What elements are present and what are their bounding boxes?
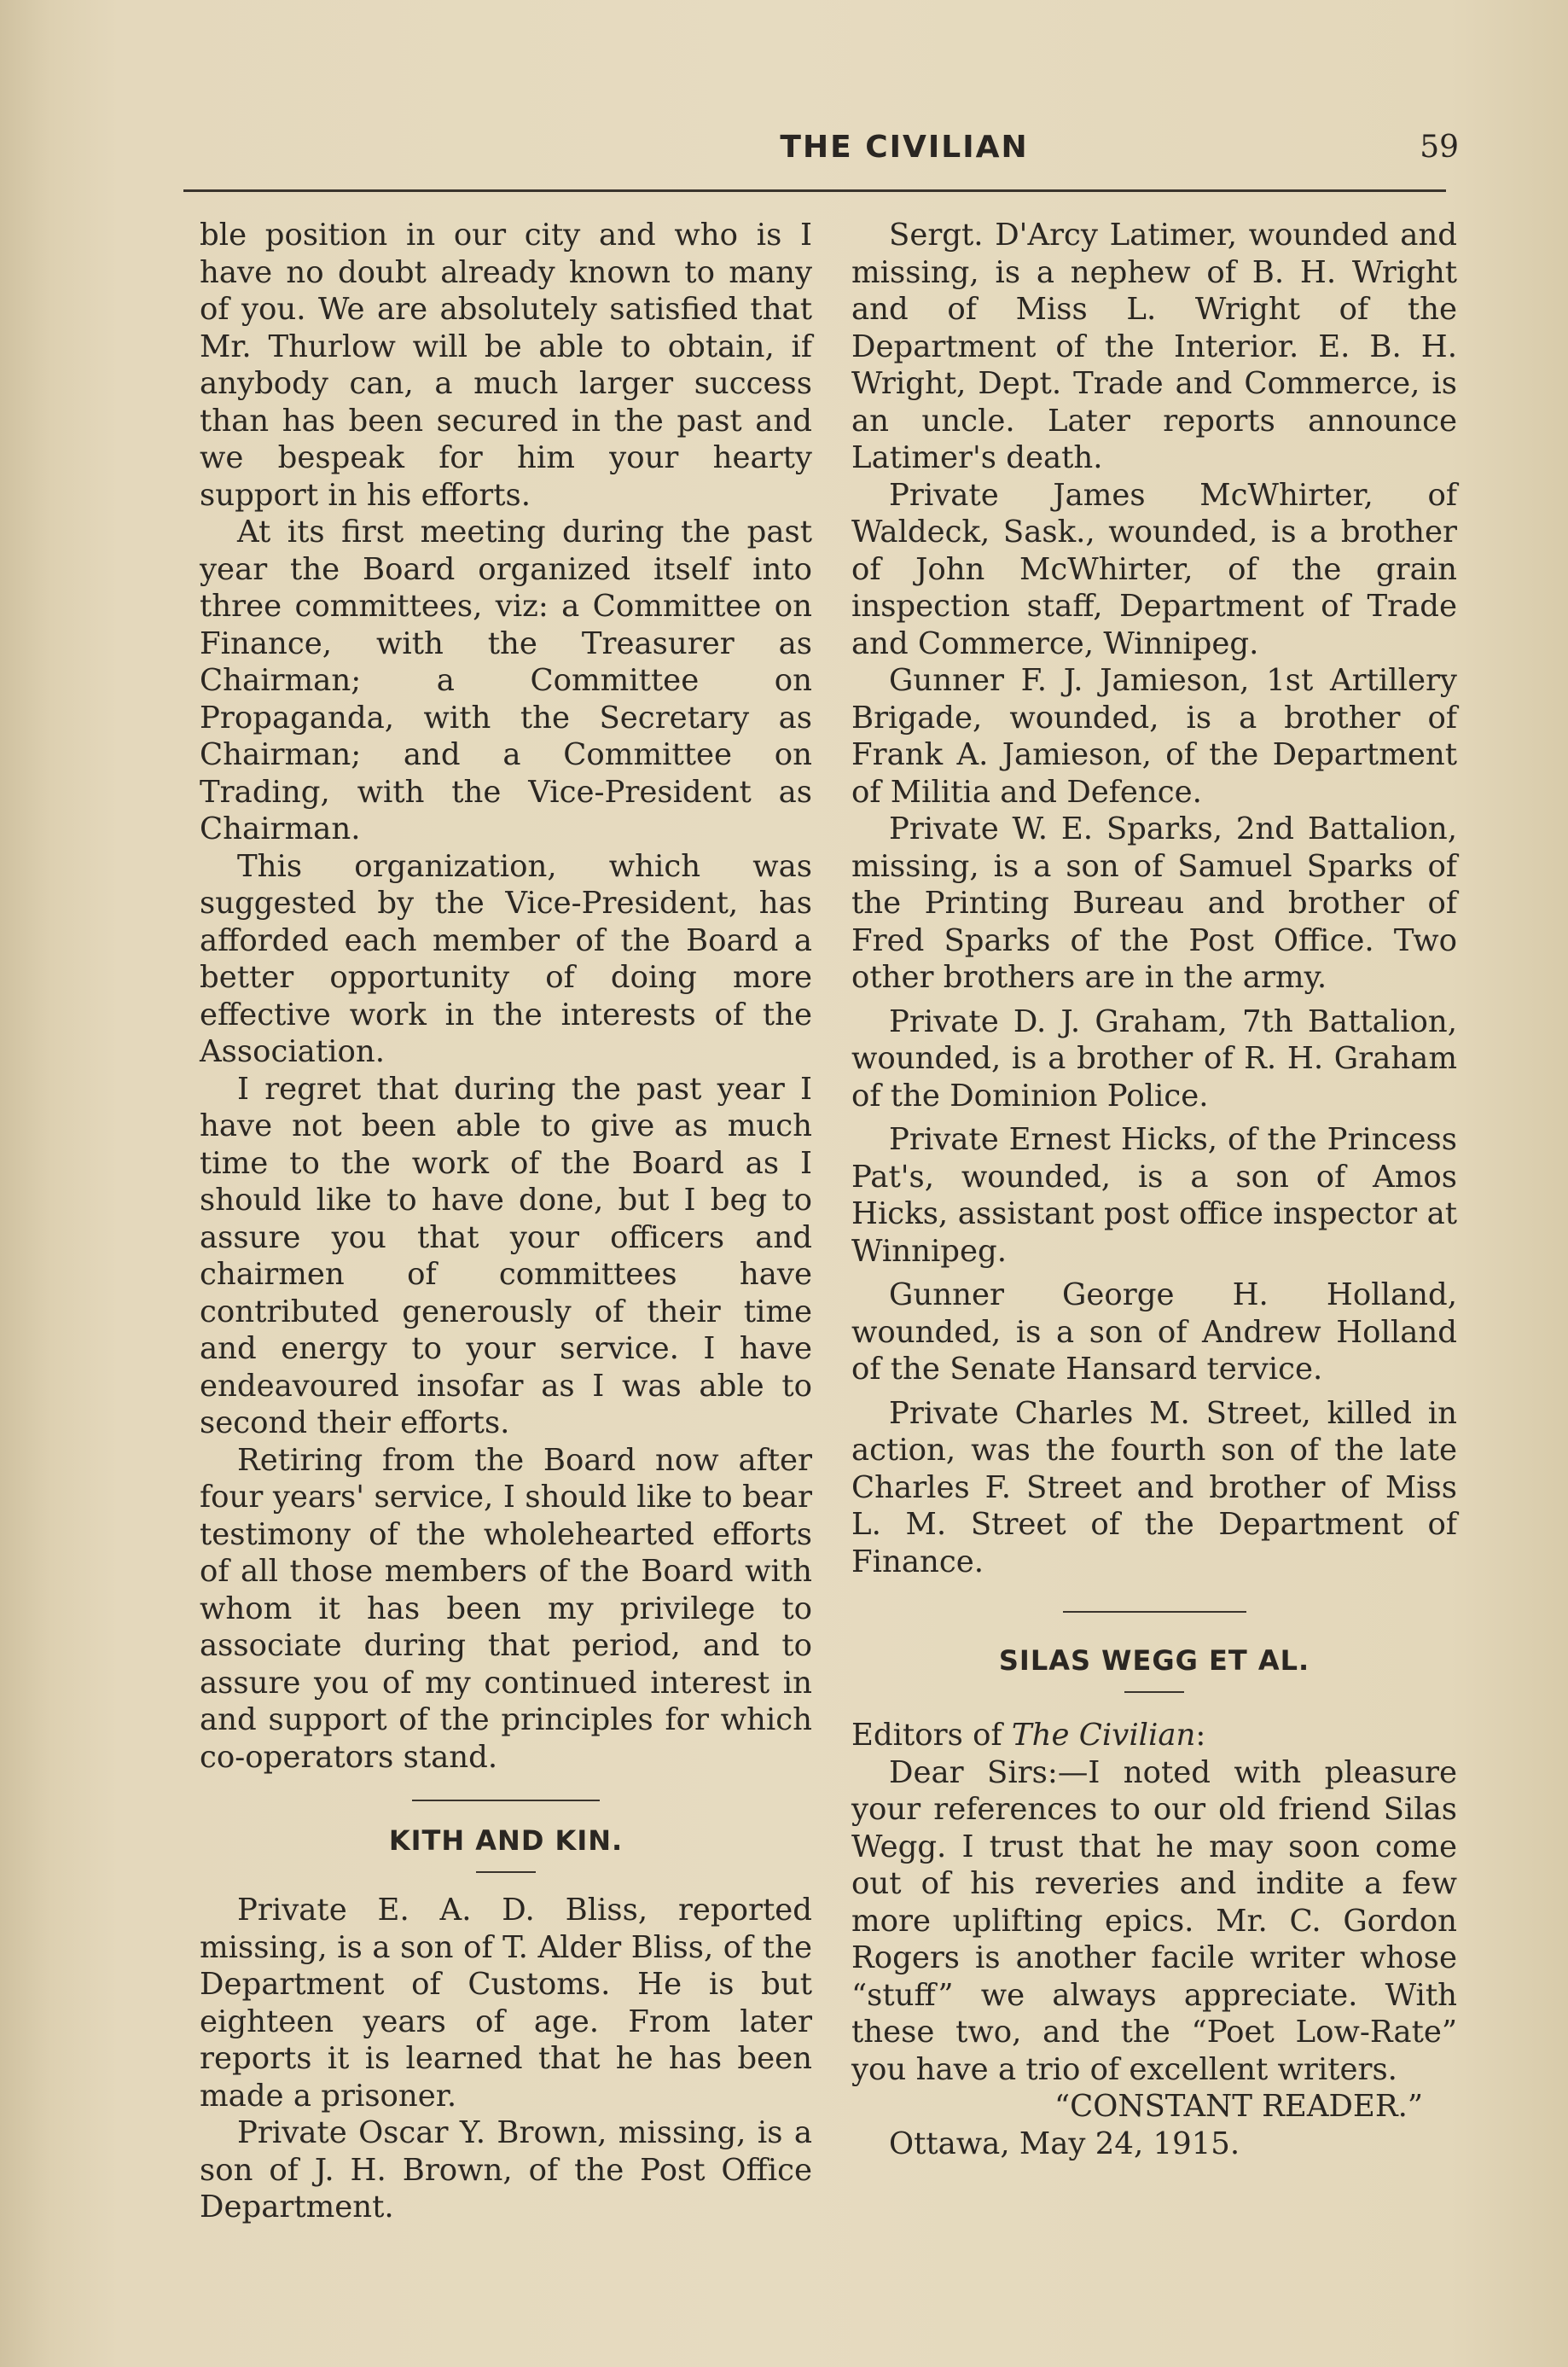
right-column <box>851 217 1457 2162</box>
kith-paragraph: Private Ernest Hicks, of the Princess Pat's, wounded, is a son of Amos Hicks, assistant post office inspector at Winnipeg. <box>851 1122 1457 1269</box>
article-paragraph: ble position in our city and who is I have no doubt already known to many of you. We are absolutely satisfied that Mr. Thurlow will be able to obtain, if anybody can, a much larger success than has been secured in the past and we bespeak for him your hearty support in his efforts. <box>200 218 812 513</box>
page-header <box>196 130 1459 172</box>
silas-wegg-heading: SILAS WEGG ET AL. <box>998 1644 1310 1677</box>
article-paragraph: I regret that during the past year I have not been able to give as much time to the work of the Board as I should like to have done, but I beg to assure you that your officers and chairmen of committees have contributed generously of their time and energy to your service. I have endeavoured insofar as I was able to second their efforts. <box>200 1071 812 1440</box>
heading-rule <box>1124 1691 1184 1693</box>
kith-paragraph: Private W. E. Sparks, 2nd Battalion, missing, is a son of Samuel Sparks of the Printing Bureau and brother of Fred Sparks of the Post Office. Two other brothers are in the army. <box>851 811 1457 995</box>
salutation-publication: The Civilian <box>1011 1718 1196 1753</box>
article-paragraph: Retiring from the Board now after four years' service, I should like to bear testimony of the wholehearted efforts of all those members of the Board with whom it has been my privilege to associate during that period, and to assure you of my continued interest in and support of the principles for which co-operators stand. <box>200 1442 812 1775</box>
kith-paragraph: Private James McWhirter, of Waldeck, Sask., wounded, is a brother of John McWhirter, of the grain inspection staff, Department of Trade and Commerce, Winnipeg. <box>851 477 1457 661</box>
kith-paragraph: Gunner George H. Holland, wounded, is a son of Andrew Holland of the Senate Hansard tervice. <box>851 1277 1457 1387</box>
heading-rule <box>476 1871 536 1873</box>
kith-paragraph: Private E. A. D. Bliss, reported missing, is a son of T. Alder Bliss, of the Department of Customs. He is but eighteen years of age. From later reports it is learned that he has been made a prisoner. <box>200 1893 812 2114</box>
kith-paragraph: Private D. J. Graham, 7th Battalion, wounded, is a brother of R. H. Graham of the Dominion Police. <box>851 1003 1457 1114</box>
kith-paragraph: Private Oscar Y. Brown, missing, is a son of J. H. Brown, of the Post Office Department. <box>200 2115 812 2225</box>
kith-paragraph: Private Charles M. Street, killed in action, was the fourth son of the late Charles F. Street and brother of Miss L. M. Street of the Department of Finance. <box>851 1395 1457 1579</box>
section-divider <box>412 1800 600 1801</box>
salutation-prefix: Editors of <box>851 1718 1012 1753</box>
article-paragraph: At its first meeting during the past year the Board organized itself into three committees, viz: a Committee on Finance, with the Treasurer as Chairman; a Committee on Propaganda, with the Secretary as Chairman; and a Committee on Trading, with the Vice-President as Chairman. <box>200 515 812 846</box>
kith-paragraph: Sergt. D'Arcy Latimer, wounded and missing, is a nephew of B. H. Wright and of Miss L. Wright of the Department of the Interior. E. B. H. Wright, Dept. Trade and Commerce, is an uncle. Later reports announce Latimer's death. <box>851 218 1457 475</box>
page-number: 59 <box>1420 130 1459 165</box>
kith-paragraph: Gunner F. J. Jamieson, 1st Artillery Brigade, wounded, is a brother of Frank A. Jamieson, of the Department of Militia and Defence. <box>851 663 1457 810</box>
letter-signature: “CONSTANT READER.” <box>1054 2089 1423 2124</box>
letter-body: Dear Sirs:—I noted with pleasure your references to our old friend Silas Wegg. I trust that he may soon come out of his reveries and indite a few more uplifting epics. Mr. C. Gordon Rogers is another facile writer whose “stuff” we always appreciate. With these two, and the “Poet Low-Rate” you have a trio of excellent writers. <box>851 1754 1457 2087</box>
left-column <box>200 217 812 2226</box>
salutation-suffix: : <box>1195 1718 1206 1753</box>
letter-dateline: Ottawa, May 24, 1915. <box>889 2126 1240 2161</box>
article-paragraph: This organization, which was suggested by the Vice-President, has afforded each member of the Board a better opportunity of doing more effective work in the interests of the Association. <box>200 848 812 1069</box>
kith-and-kin-heading: KITH AND KIN. <box>388 1824 624 1857</box>
publication-title: THE CIVILIAN <box>780 130 1029 165</box>
letter-salutation <box>851 1717 1457 1754</box>
header-rule <box>183 189 1446 192</box>
section-divider <box>1063 1611 1246 1613</box>
